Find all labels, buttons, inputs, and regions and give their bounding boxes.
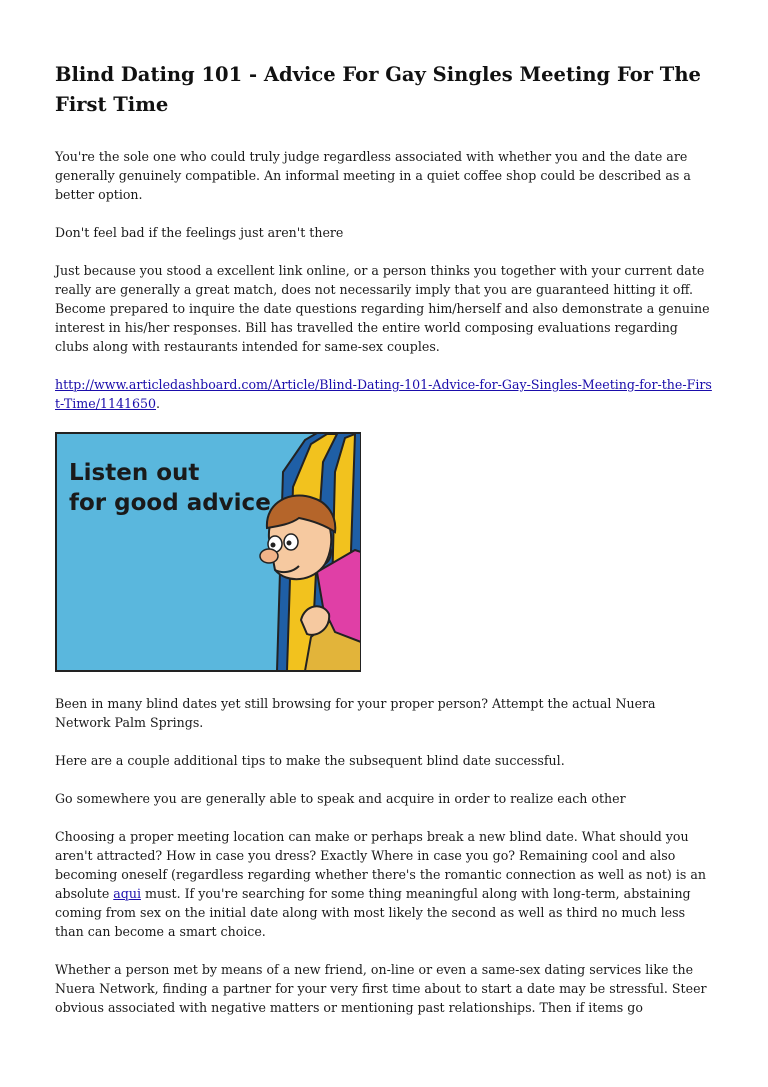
article-title: Blind Dating 101 - Advice For Gay Singles Meeting For The First Time <box>55 63 701 116</box>
pupil-right <box>287 541 292 546</box>
paragraph-feelings: Don't feel bad if the feelings just aren't there <box>55 225 344 240</box>
illustration-text-line2: for good advice <box>69 490 271 516</box>
listen-out-illustration <box>55 432 361 672</box>
paragraph-meeting-location <box>55 827 715 941</box>
paragraph-source <box>55 375 715 413</box>
paragraph-tips: Here are a couple additional tips to make the subsequent blind date successful. <box>55 753 565 768</box>
paragraph-link-online: Just because you stood a excellent link online, or a person thinks you together with your current date really are generally a great match, does not necessarily imply that you are guaranteed hitting it off. Become prepared to inquire the date questions regarding him/herself and also demonstrate a genuine interest in his/her responses. Bill has travelled the entire world composing evaluations regarding clubs along with restaurants intended for same-sex couples. <box>55 263 710 354</box>
illustration-text-line1: Listen out <box>69 460 200 486</box>
aqui-link[interactable]: aqui <box>113 886 141 901</box>
paragraph-intro: You're the sole one who could truly judge regardless associated with whether you and the date are generally genuinely compatible. An informal meeting in a quiet coffee shop could be described as a better option. <box>55 149 691 202</box>
source-link-period: . <box>156 396 161 411</box>
para7-text-after: must. If you're searching for some thing meaningful along with long-term, abstaining coming from sex on the initial date along with most likely the second as well as third no much less than can become a smart choice. <box>55 886 691 939</box>
paragraph-met-friend: Whether a person met by means of a new friend, on-line or even a same-sex dating services like the Nuera Network, finding a partner for your very first time about to start a date may be stressful. Steer obvious associated with negative matters or mentioning past relationships. Then if items go <box>55 962 707 1015</box>
para7-text-before: Choosing a proper meeting location can make or perhaps break a new blind date. What should you aren't attracted? How in case you dress? Exactly Where in case you go? Remaining cool and also becoming oneself (regardless regarding whether there's the romantic connection as well as not) is an absolute <box>55 829 706 901</box>
paragraph-go-somewhere: Go somewhere you are generally able to speak and acquire in order to realize each other <box>55 791 626 806</box>
pupil-left <box>271 543 276 548</box>
paragraph-blind-dates: Been in many blind dates yet still browsing for your proper person? Attempt the actual Nuera Network Palm Springs. <box>55 696 656 730</box>
nose <box>260 549 278 563</box>
source-link[interactable]: http://www.articledashboard.com/Article/Blind-Dating-101-Advice-for-Gay-Singles-Meeting-for-the-First-Time/1141650 <box>55 377 712 411</box>
document-page <box>55 60 715 1036</box>
